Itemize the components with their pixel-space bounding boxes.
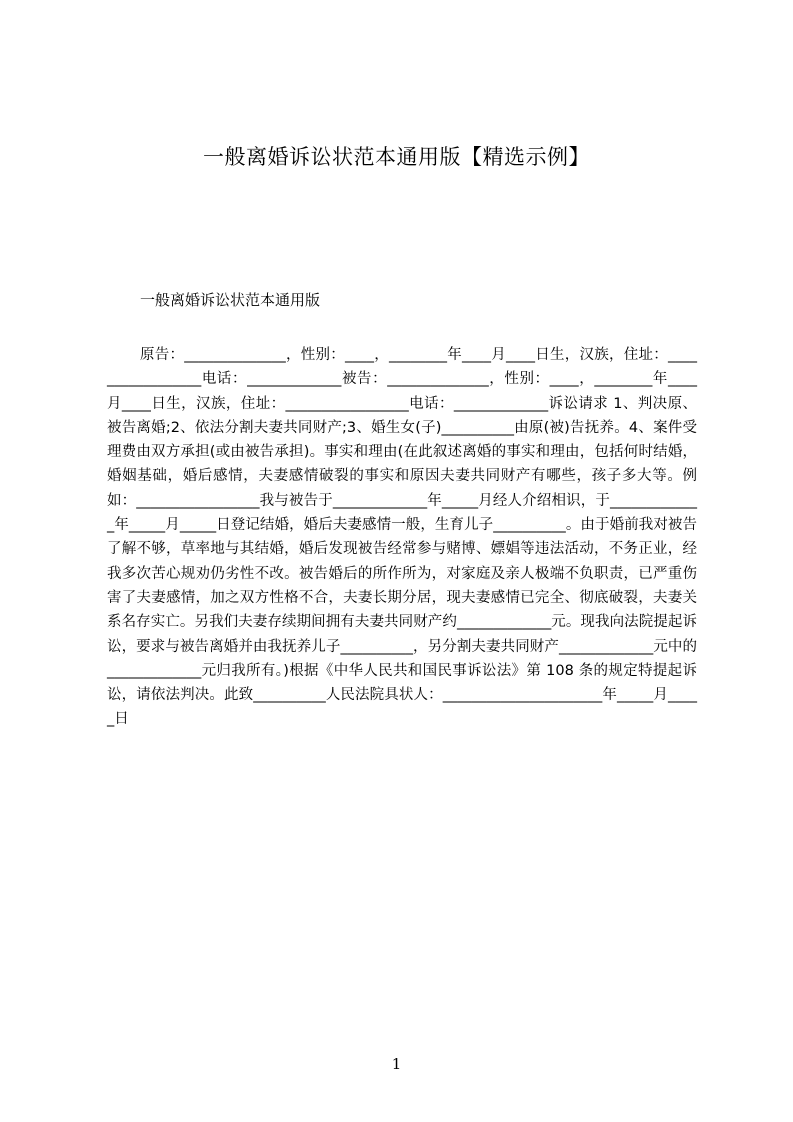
page-number: 1 [391, 1055, 402, 1073]
document-subtitle: 一般离婚诉讼状范本通用版 [140, 291, 321, 309]
document-body: 原告：______________，性别：____，________年____月____日生，汉族，住址：_________________电话：_____________被告：______________，性别：____，________年____月____日生，汉族，住址：_________________电话：_____________诉讼请求 1、判决原、被告离婚;2、依法分割夫妻共同财产;3、婚生女(子)__________由原(被)告抚养。4、案件受理费由双方承担(或由被告承担)。事实和理由(在此叙述离婚的事实和理由，包括何时结婚，婚姻基础，婚后感情，夫妻感情破裂的事实和原因夫妻共同财产有哪些，孩子多大等。例如：_________________我与被告于_____________年_____月经人介绍相识，于_____________年_____月_____日登记结婚，婚后夫妻感情一般，生育儿子__________。由于婚前我对被告了解不够，草率地与其结婚，婚后发现被告经常参与赌博、嫖娼等违法活动，不务正业，经我多次苦心规劝仍劣性不改。被告婚后的所作所为，对家庭及亲人极端不负职责，已严重伤害了夫妻感情，加之双方性格不合，夫妻长期分居，现夫妻感情已完全、彻底破裂，夫妻关系名存实亡。另我们夫妻存续期间拥有夫妻共同财产约_____________元。现我向法院提起诉讼，要求与被告离婚并由我抚养儿子__________，另分割夫妻共同财产_____________元中的_____________元归我所有。)根据《中华人民共和国民事诉讼法》第 108 条的规定特提起诉讼，请依法判决。此致__________人民法院具状人：______________________年_____月_____日 [107, 347, 697, 728]
page-title: 一般离婚诉讼状范本通用版【精选示例】 [203, 145, 590, 169]
